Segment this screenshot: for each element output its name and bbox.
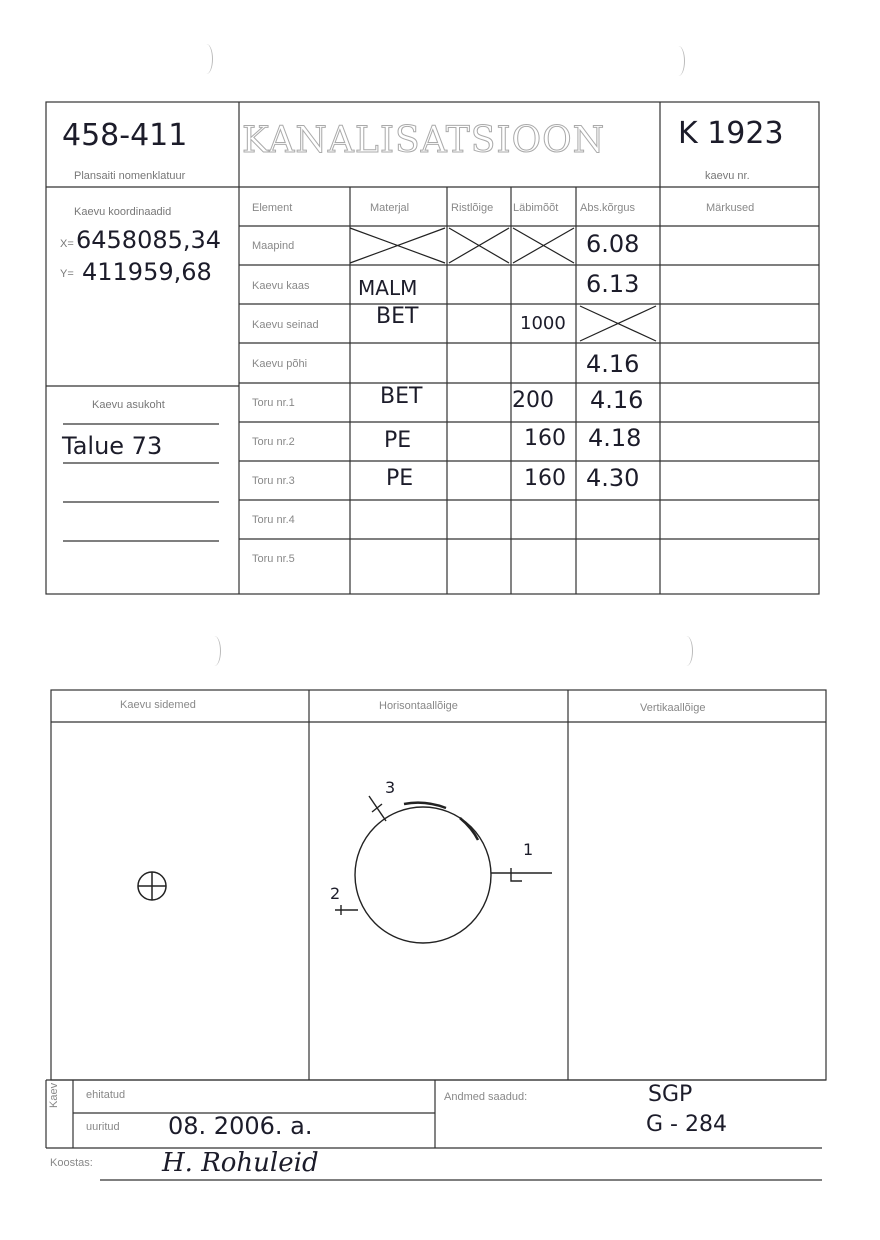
y-prefix: Y= xyxy=(60,268,74,280)
height-value: 4.16 xyxy=(586,350,640,378)
table-row-element: Kaevu kaas xyxy=(252,280,310,292)
well-number-value: K 1923 xyxy=(678,116,784,151)
horizontal-section-drawing xyxy=(335,796,552,943)
surveyed-label: uuritud xyxy=(86,1121,120,1133)
material-value: BET xyxy=(380,384,423,409)
diameter-value: 200 xyxy=(512,388,554,413)
x-coordinate-value: 6458085,34 xyxy=(76,226,222,254)
table-row-element: Maapind xyxy=(252,240,295,252)
table-header-abs-height: Abs.kõrgus xyxy=(580,202,636,214)
table-row-element: Toru nr.1 xyxy=(252,397,295,409)
manhole-symbol xyxy=(138,872,166,900)
table-header-diameter: Läbimõõt xyxy=(513,202,559,214)
material-value: MALM xyxy=(358,276,418,300)
table-row-element: Toru nr.4 xyxy=(252,514,295,526)
table-row-element: Toru nr.5 xyxy=(252,553,295,565)
height-value: 4.16 xyxy=(590,386,644,414)
table-row-element: Toru nr.2 xyxy=(252,436,295,448)
well-number-label: kaevu nr. xyxy=(705,170,750,182)
table-row-element: Kaevu seinad xyxy=(252,319,319,331)
coordinates-label: Kaevu koordinaadid xyxy=(74,206,172,218)
surveyed-date: 08. 2006. a. xyxy=(168,1112,313,1140)
vertical-section-label: Vertikaallõige xyxy=(640,702,706,714)
form-title: KANALISATSIOON xyxy=(242,120,606,161)
well-connections-label: Kaevu sidemed xyxy=(120,699,196,711)
height-value: 6.13 xyxy=(586,270,640,298)
table-header-cross-section: Ristlõige xyxy=(451,202,494,214)
pipe-label-3: 3 xyxy=(385,778,396,797)
material-value: PE xyxy=(386,466,414,491)
data-obtained-value: SGP xyxy=(648,1082,693,1107)
material-value: PE xyxy=(384,428,412,453)
table-header-material: Materjal xyxy=(370,202,410,214)
data-obtained-value: G - 284 xyxy=(646,1112,727,1137)
diameter-value: 1000 xyxy=(520,313,566,334)
horizontal-section-label: Horisontaallõige xyxy=(379,700,458,712)
table-header-element: Element xyxy=(252,202,293,214)
built-label: ehitatud xyxy=(86,1089,126,1101)
table-row-element: Toru nr.3 xyxy=(252,475,295,487)
table-row-element: Kaevu põhi xyxy=(252,358,308,370)
nomenclature-value: 458-411 xyxy=(62,118,188,153)
diameter-value: 160 xyxy=(524,466,566,491)
compiled-label: Koostas: xyxy=(50,1157,93,1169)
table-header-remarks: Märkused xyxy=(706,202,755,214)
nomenclature-label: Plansaiti nomenklatuur xyxy=(74,170,186,182)
height-value: 6.08 xyxy=(586,230,640,258)
data-obtained-label: Andmed saadud: xyxy=(444,1091,528,1103)
compiled-signature: H. Rohuleid xyxy=(162,1148,319,1178)
height-value: 4.18 xyxy=(588,424,642,452)
material-value: BET xyxy=(376,304,419,329)
well-side-label: Kaev xyxy=(48,1082,60,1108)
pipe-label-2: 2 xyxy=(330,884,341,903)
location-label: Kaevu asukoht xyxy=(92,399,165,411)
diameter-value: 160 xyxy=(524,426,566,451)
height-value: 4.30 xyxy=(586,464,640,492)
pipe-label-1: 1 xyxy=(523,840,534,859)
location-value: Talue 73 xyxy=(62,432,163,460)
x-prefix: X= xyxy=(60,238,74,250)
y-coordinate-value: 411959,68 xyxy=(82,258,212,286)
